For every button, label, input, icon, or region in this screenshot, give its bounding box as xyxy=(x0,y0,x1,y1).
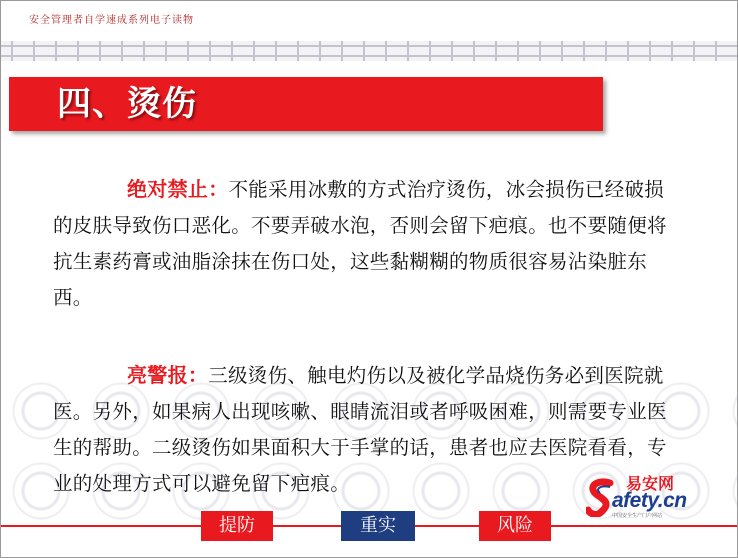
prevent-button[interactable]: 提防 xyxy=(201,511,273,541)
logo-tagline: 中国安全生产门户网站 xyxy=(612,513,663,519)
decorative-border-band xyxy=(1,41,737,61)
risk-button[interactable]: 风险 xyxy=(479,511,551,541)
logo-chinese-name: 易安网 xyxy=(626,474,675,493)
paragraph-prohibition xyxy=(53,171,673,316)
logo-domain: afety.cn xyxy=(612,489,687,512)
site-logo xyxy=(586,471,711,519)
paragraph-text: 不能采用冰敷的方式治疗烫伤，冰会损伤已经破损的皮肤导致伤口恶化。不要弄破水泡，否则会留下疤痕。也不要随便将抗生素药膏或油脂涂抹在伤口处，这些黏糊糊的物质很容易沾染脏东西。 xyxy=(53,178,667,309)
paragraph-lead: 绝对禁止： xyxy=(127,177,229,201)
key-button[interactable]: 重实 xyxy=(341,511,415,541)
series-caption: 安全管理者自学速成系列电子读物 xyxy=(29,15,194,26)
paragraph-alert xyxy=(53,357,673,502)
paragraph-text: 三级烫伤、触电灼伤以及被化学品烧伤务必到医院就医。另外，如果病人出现咳嗽、眼睛流泪或者呼吸困难，则需要专业医生的帮助。二级烫伤如果面积大于手掌的话，患者也应去医院看看，专业的处理方式可以避免留下疤痕。 xyxy=(53,364,667,495)
slide-title: 四、烫伤 xyxy=(57,84,197,124)
paragraph-lead: 亮警报： xyxy=(127,363,209,387)
